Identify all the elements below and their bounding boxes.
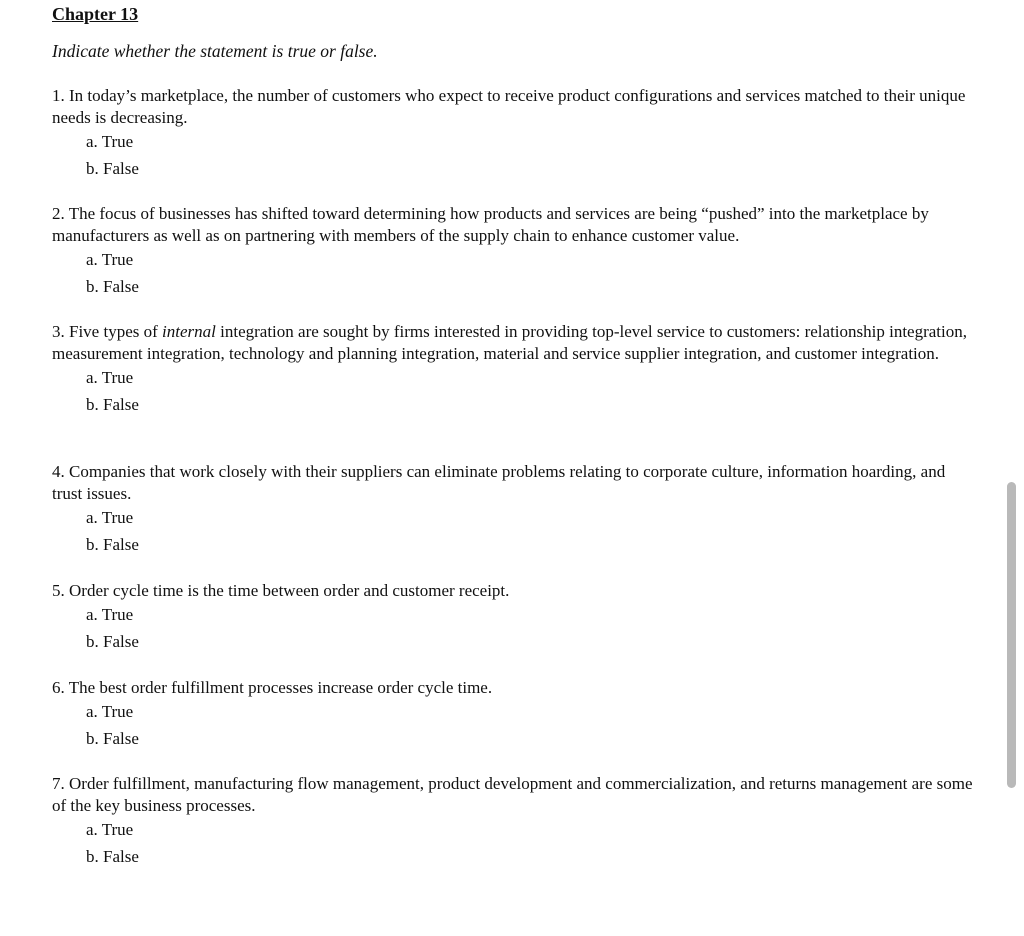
question-text (52, 580, 977, 602)
option-true[interactable]: a. True (86, 702, 134, 721)
option-true[interactable]: a. True (86, 250, 134, 269)
question-text-part: 3. Five types of (52, 322, 163, 341)
question-text (52, 773, 977, 817)
question-6 (52, 677, 977, 750)
chapter-title: Chapter 13 (52, 4, 139, 24)
option-true[interactable]: a. True (86, 508, 134, 527)
question-text (52, 461, 977, 505)
question-4 (52, 461, 977, 556)
question-text-part: 1. In today’s marketplace, the number of customers who expect to receive product configurations and services matched to their unique needs is decreasing. (52, 86, 966, 127)
option-true[interactable]: a. True (86, 605, 134, 624)
question-text (52, 85, 977, 129)
option-false[interactable]: b. False (86, 277, 139, 296)
question-text-part: integration are sought by firms interested in providing top-level service to customers: relationship integration, measurement integration, technology and planning integration, material and service supplier integration, and customer integration. (52, 322, 967, 363)
option-true[interactable]: a. True (86, 132, 134, 151)
question-1 (52, 85, 977, 180)
option-false[interactable]: b. False (86, 847, 139, 866)
question-text-part: 2. The focus of businesses has shifted toward determining how products and services are being “pushed” into the marketplace by manufacturers as well as on partnering with members of the supply chain to enhance customer value. (52, 204, 929, 245)
instructions-text: Indicate whether the statement is true or false. (52, 41, 378, 61)
option-false[interactable]: b. False (86, 729, 139, 748)
option-false[interactable]: b. False (86, 535, 139, 554)
question-text-part: 5. Order cycle time is the time between order and customer receipt. (52, 581, 510, 600)
question-5 (52, 580, 977, 653)
question-text-part: 4. Companies that work closely with their suppliers can eliminate problems relating to corporate culture, information hoarding, and trust issues. (52, 462, 946, 503)
question-text-emphasis: internal (162, 322, 216, 341)
option-false[interactable]: b. False (86, 159, 139, 178)
question-2 (52, 203, 977, 298)
option-false[interactable]: b. False (86, 395, 139, 414)
option-false[interactable]: b. False (86, 632, 139, 651)
option-true[interactable]: a. True (86, 820, 134, 839)
question-3 (52, 321, 977, 416)
question-text (52, 203, 977, 247)
question-text-part: 7. Order fulfillment, manufacturing flow management, product development and commercialization, and returns management are some of the key business processes. (52, 774, 973, 815)
question-text (52, 321, 977, 365)
question-text (52, 677, 977, 699)
option-true[interactable]: a. True (86, 368, 134, 387)
question-7 (52, 773, 977, 868)
question-text-part: 6. The best order fulfillment processes increase order cycle time. (52, 678, 493, 697)
vertical-scrollbar[interactable] (1007, 482, 1016, 788)
